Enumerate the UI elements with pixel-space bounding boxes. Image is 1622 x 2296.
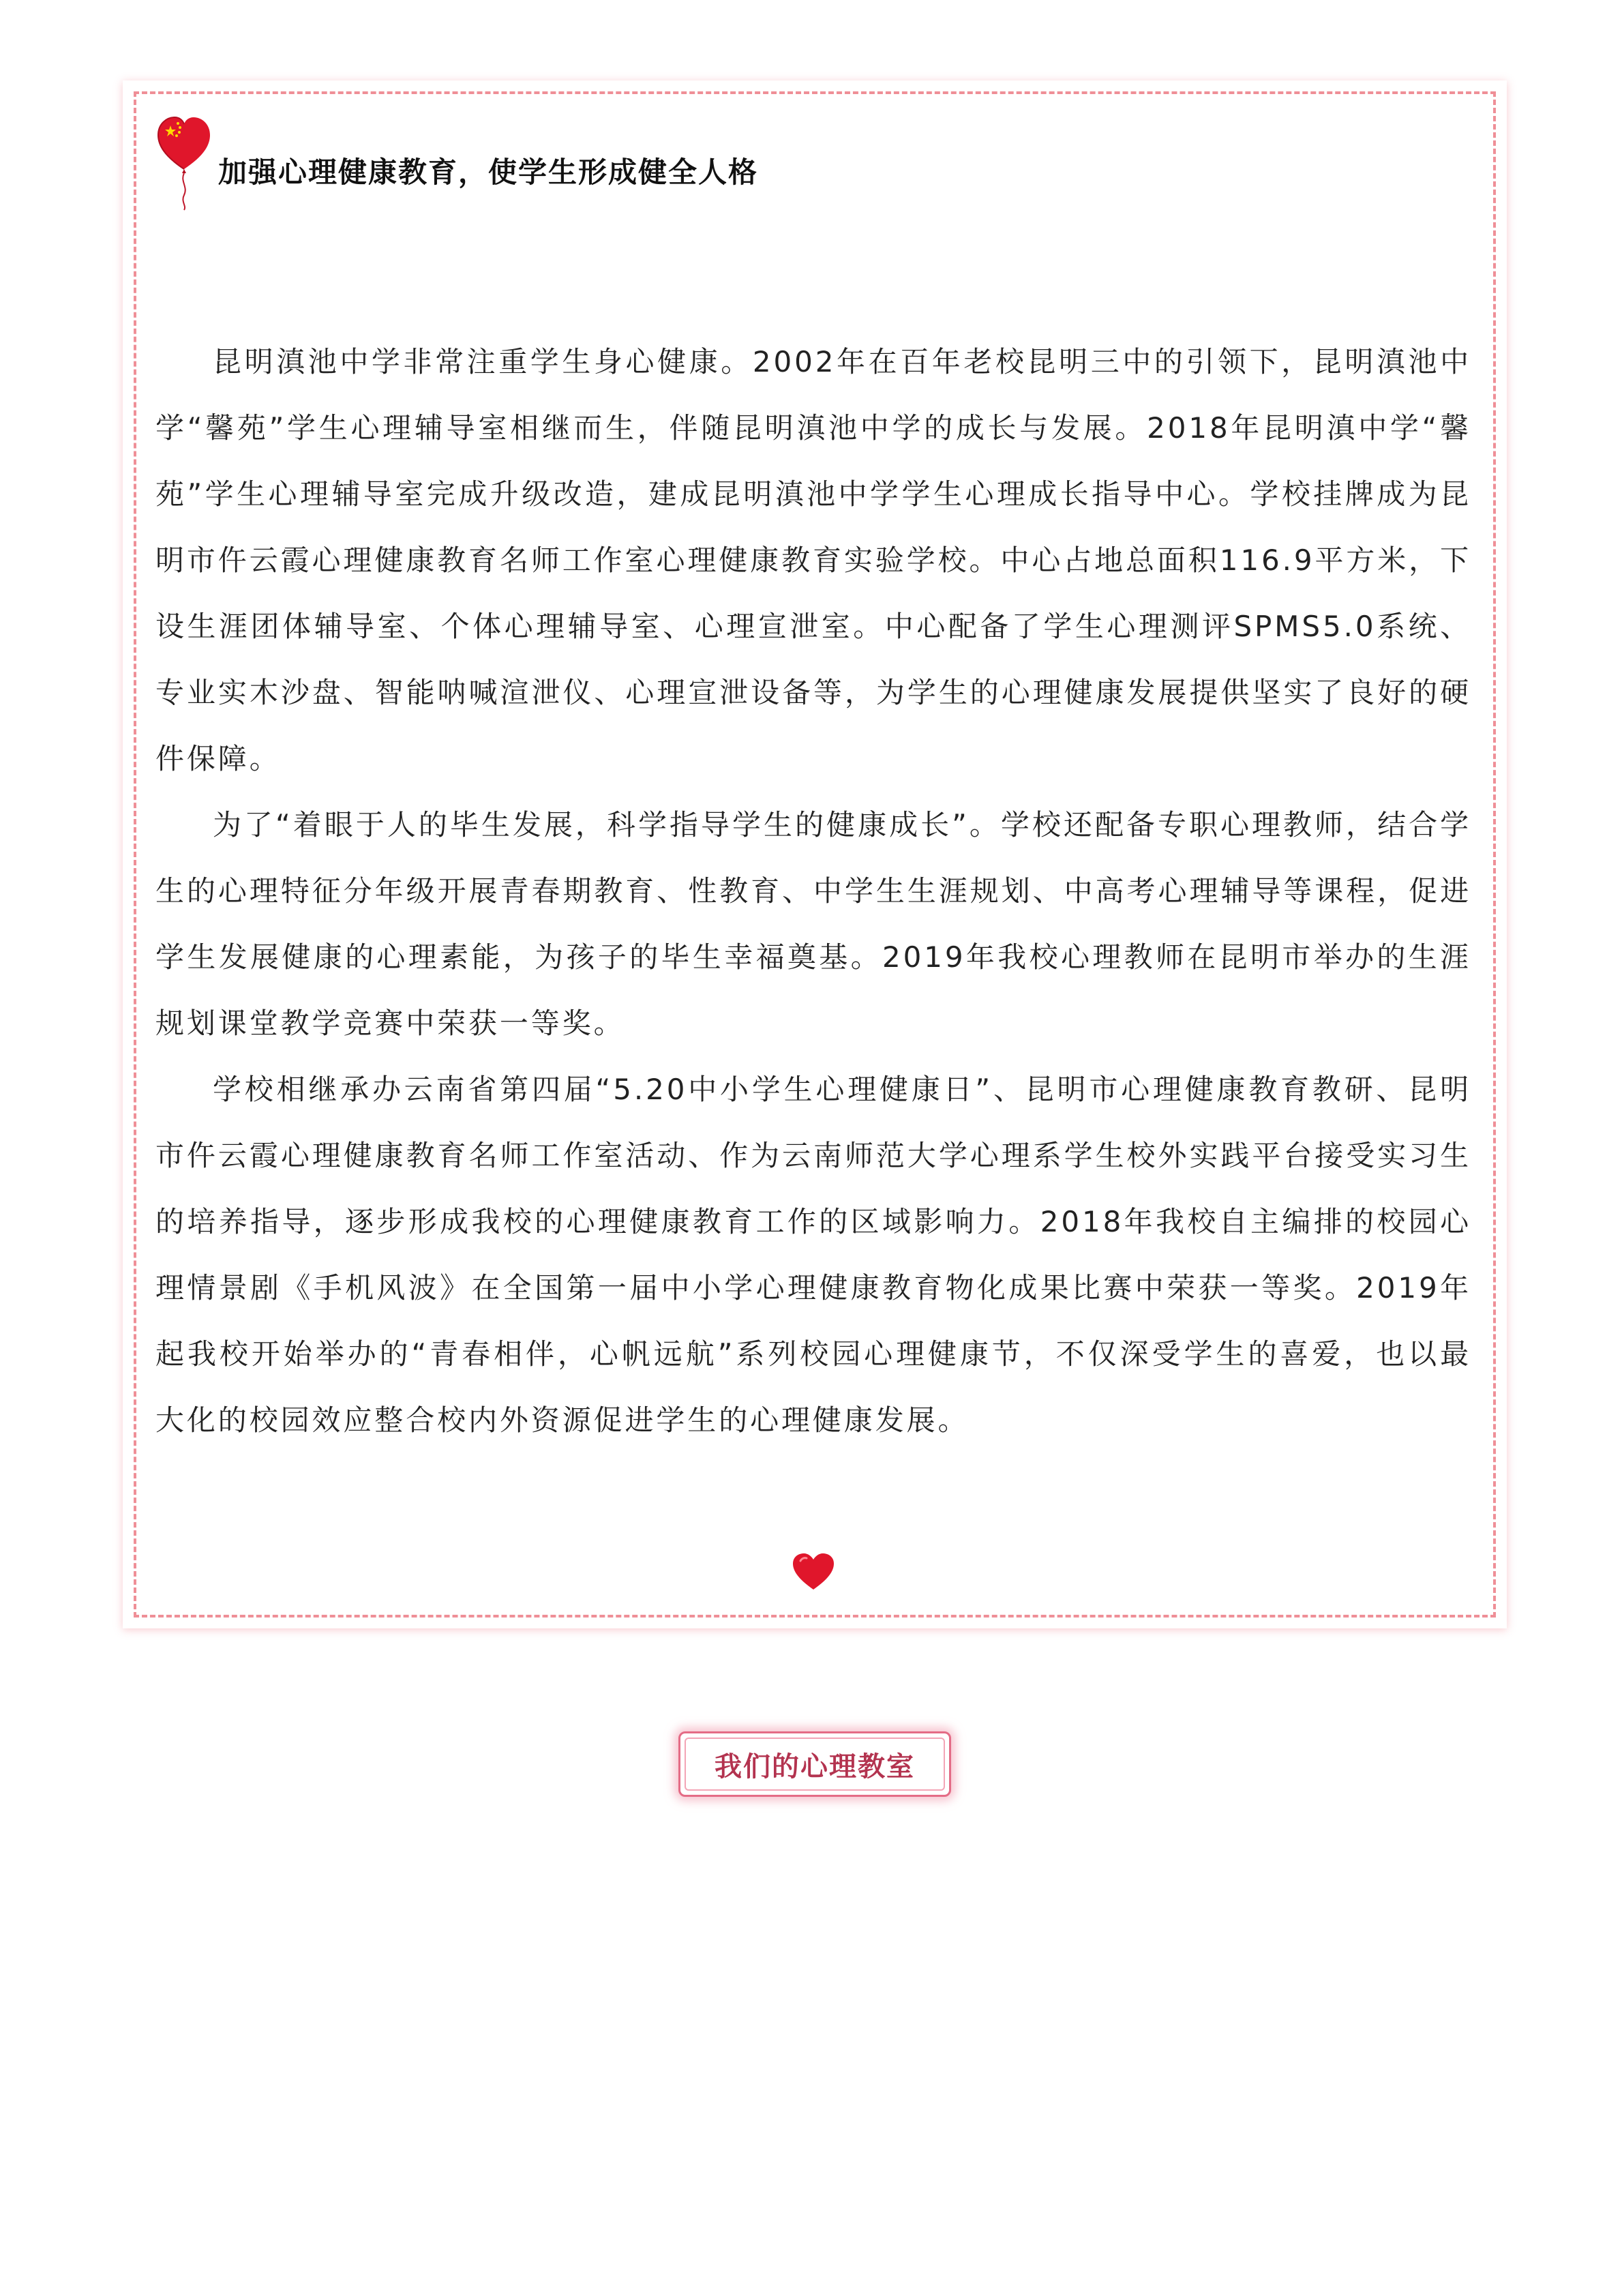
section-title: 加强心理健康教育，使学生形成健全人格 xyxy=(218,155,759,189)
heart-balloon-icon xyxy=(157,116,211,211)
paragraph: 为了“着眼于人的毕生发展，科学指导学生的健康成长”。学校还配备专职心理教师，结合学生的心理特征分年级开展青春期教育、性教育、中学生生涯规划、中高考心理辅导等课程，促进学生发展健康的心理素能，为孩子的毕生幸福奠基。2019年我校心理教师在昆明市举办的生涯规划课堂教学竞赛中荣获一等奖。 xyxy=(155,808,1471,1040)
article-body xyxy=(155,329,1471,1453)
heart-icon xyxy=(791,1551,836,1592)
our-classroom-label: 我们的心理教室 xyxy=(715,1750,915,1783)
paragraph: 昆明滇池中学非常注重学生身心健康。2002年在百年老校昆明三中的引领下，昆明滇池中学“馨苑”学生心理辅导室相继而生，伴随昆明滇池中学的成长与发展。2018年昆明滇中学“馨苑”学生心理辅导室完成升级改造，建成昆明滇池中学学生心理成长指导中心。学校挂牌成为昆明市仵云霞心理健康教育名师工作室心理健康教育实验学校。中心占地总面积116.9平方米，下设生涯团体辅导室、个体心理辅导室、心理宣泄室。中心配备了学生心理测评SPMS5.0系统、专业实木沙盘、智能呐喊渲泄仪、心理宣泄设备等，为学生的心理健康发展提供坚实了良好的硬件保障。 xyxy=(155,345,1471,775)
paragraph: 学校相继承办云南省第四届“5.20中小学生心理健康日”、昆明市心理健康教育教研、昆明市仵云霞心理健康教育名师工作室活动、作为云南师范大学心理系学生校外实践平台接受实习生的培养指导，逐步形成我校的心理健康教育工作的区域影响力。2018年我校自主编排的校园心理情景剧《手机风波》在全国第一届中小学心理健康教育物化成果比赛中荣获一等奖。2019年起我校开始举办的“青春相伴，心帆远航”系列校园心理健康节，不仅深受学生的喜爱，也以最大化的校园效应整合校内外资源促进学生的心理健康发展。 xyxy=(155,1073,1471,1437)
our-classroom-button[interactable] xyxy=(678,1731,951,1797)
